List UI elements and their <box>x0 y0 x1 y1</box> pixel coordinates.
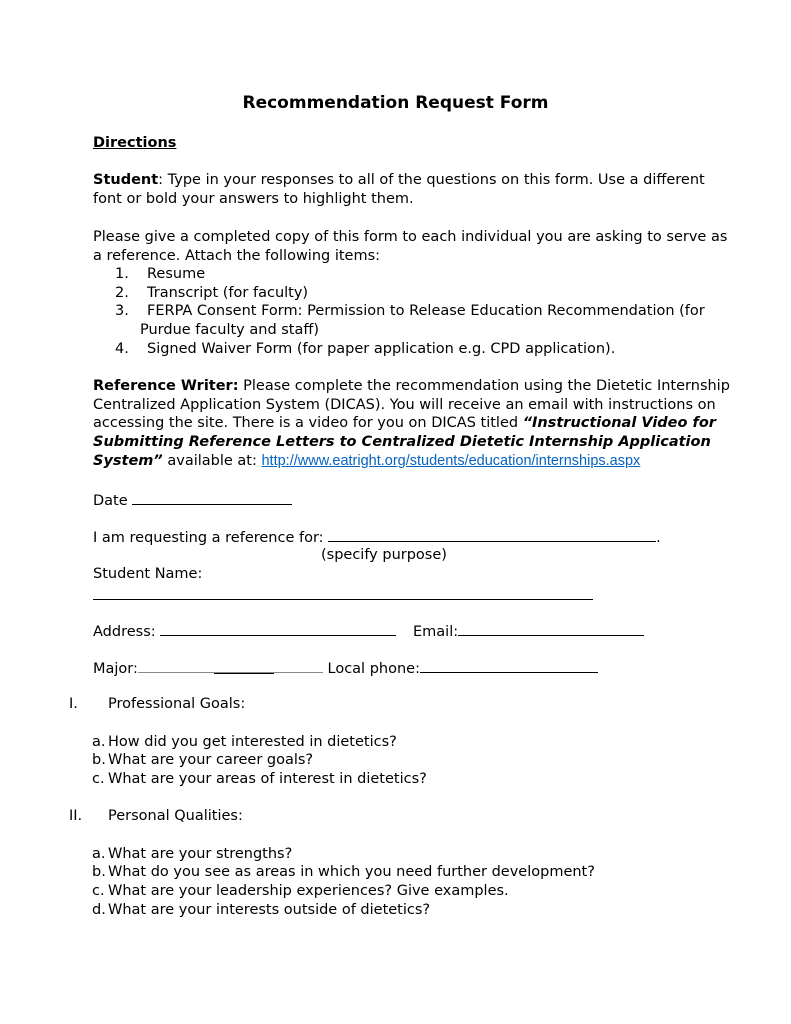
video-title-part-3: System” <box>93 453 163 469</box>
date-field-row <box>93 490 292 511</box>
email-blank[interactable] <box>458 621 644 636</box>
question-letter: b. <box>92 864 106 880</box>
give-copy-line-1: Please give a completed copy of this form to each individual you are asking to serve as <box>93 229 728 245</box>
major-label: Major: <box>93 661 138 677</box>
question-text: What do you see as areas in which you need further development? <box>108 864 595 880</box>
student-text-1: : Type in your responses to all of the questions on this form. Use a different <box>158 172 705 188</box>
reference-writer-line-1 <box>93 377 730 396</box>
internships-link[interactable]: http://www.eatright.org/students/education/internships.aspx <box>261 453 641 469</box>
date-blank[interactable] <box>132 490 292 505</box>
list-text-continued: Purdue faculty and staff) <box>140 322 320 338</box>
purpose-blank[interactable] <box>328 527 656 542</box>
major-blank[interactable] <box>138 658 323 673</box>
list-text: Resume <box>147 266 206 282</box>
question-letter: a. <box>92 846 106 862</box>
address-email-row <box>93 621 396 642</box>
reference-writer-label: Reference Writer: <box>93 378 239 394</box>
section-numeral: II. <box>69 808 83 824</box>
major-blank-emphasis <box>214 673 274 674</box>
list-number: 1. <box>115 266 129 282</box>
requesting-end: . <box>656 530 661 546</box>
address-label: Address: <box>93 624 161 640</box>
email-label: Email: <box>413 624 459 640</box>
local-phone-blank[interactable] <box>420 658 598 673</box>
video-title-part-1: “Instructional Video for <box>522 415 716 431</box>
question-text: What are your career goals? <box>108 752 314 768</box>
list-text: Signed Waiver Form (for paper application e.g. CPD application). <box>147 341 616 357</box>
question-letter: a. <box>92 734 106 750</box>
reference-writer-text-3: accessing the site. There is a video for you on DICAS titled <box>93 415 523 431</box>
section-numeral: I. <box>69 696 78 712</box>
question-text: How did you get interested in dietetics? <box>108 734 397 750</box>
question-letter: b. <box>92 752 106 768</box>
reference-writer-line-3 <box>93 414 716 433</box>
give-copy-line-2: a reference. Attach the following items: <box>93 248 381 264</box>
section-heading: Professional Goals: <box>108 696 246 712</box>
local-phone-label: Local phone: <box>322 661 420 677</box>
specify-purpose-hint: (specify purpose) <box>321 547 447 563</box>
list-number: 3. <box>115 303 129 319</box>
major-phone-row <box>93 658 598 679</box>
question-letter: c. <box>92 883 105 899</box>
directions-heading: Directions <box>93 135 177 151</box>
requesting-label: I am requesting a reference for: <box>93 530 329 546</box>
student-instructions-line-1 <box>93 171 705 190</box>
list-text: FERPA Consent Form: Permission to Release Education Recommendation (for <box>147 303 705 319</box>
requesting-field-row <box>93 527 661 548</box>
reference-writer-line-2: Centralized Application System (DICAS). You will receive an email with instructions on <box>93 397 716 413</box>
list-number: 4. <box>115 341 129 357</box>
reference-writer-text-1: Please complete the recommendation using the Dietetic Internship <box>238 378 730 394</box>
question-letter: d. <box>92 902 106 918</box>
student-instructions-line-2: font or bold your answers to highlight them. <box>93 191 414 207</box>
section-heading: Personal Qualities: <box>108 808 243 824</box>
video-title-line-2: Submitting Reference Letters to Centralized Dietetic Internship Application <box>93 434 711 450</box>
reference-writer-line-5 <box>93 452 640 471</box>
question-text: What are your areas of interest in dietetics? <box>108 771 427 787</box>
question-text: What are your interests outside of dietetics? <box>108 902 431 918</box>
available-at-text: available at: <box>162 453 262 469</box>
list-number: 2. <box>115 285 129 301</box>
list-text: Transcript (for faculty) <box>147 285 309 301</box>
date-label: Date <box>93 493 133 509</box>
question-text: What are your leadership experiences? Give examples. <box>108 883 509 899</box>
student-name-label: Student Name: <box>93 566 203 582</box>
question-text: What are your strengths? <box>108 846 293 862</box>
question-letter: c. <box>92 771 105 787</box>
email-field <box>413 621 644 642</box>
address-blank[interactable] <box>160 621 396 636</box>
student-name-blank[interactable] <box>93 599 593 600</box>
page-title: Recommendation Request Form <box>242 93 549 113</box>
student-label: Student <box>93 172 159 188</box>
